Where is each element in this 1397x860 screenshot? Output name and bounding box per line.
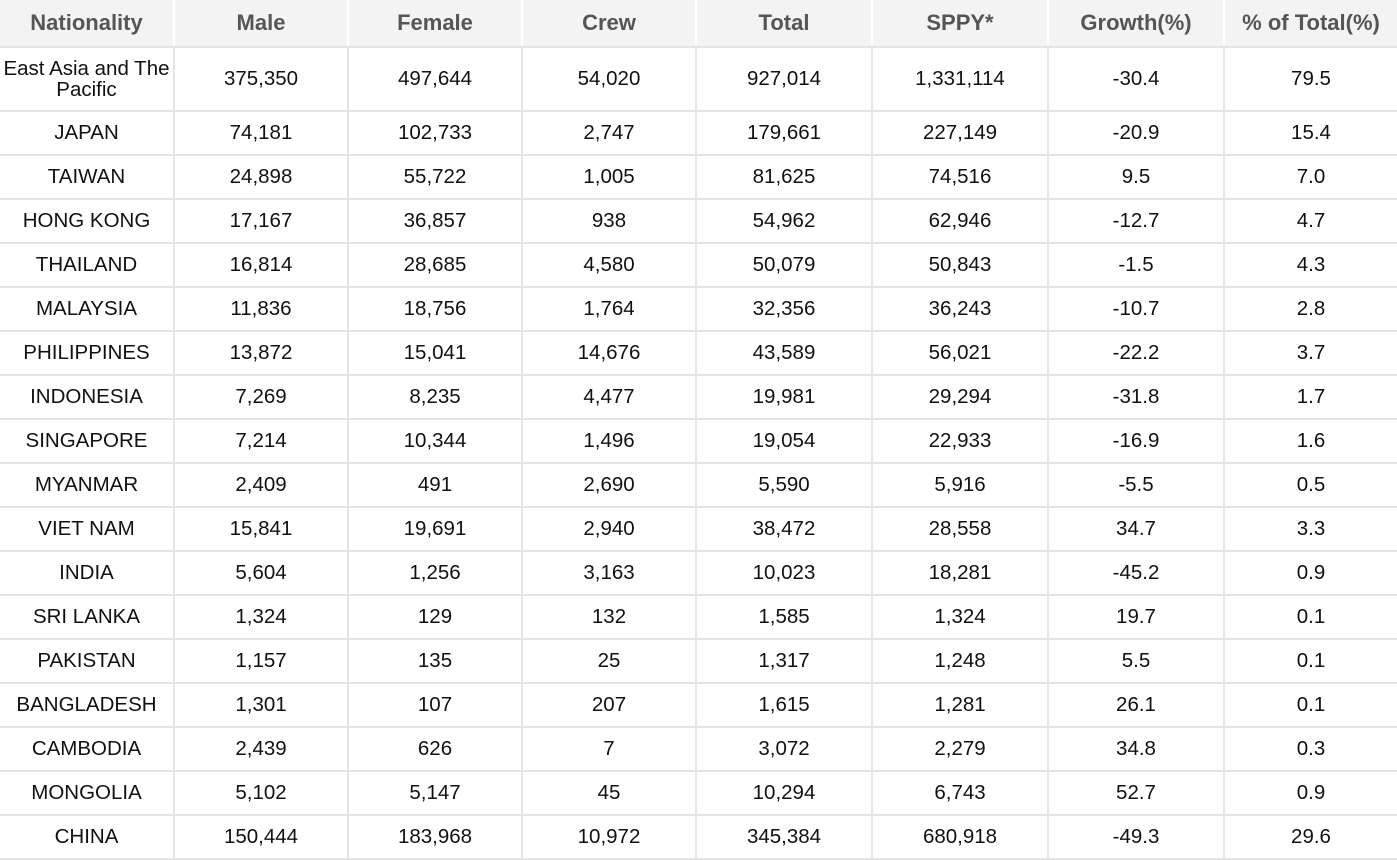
table-header [0, 0, 1397, 47]
table-row [0, 419, 1397, 463]
growth-cell: -16.9 [1048, 419, 1224, 463]
crew-cell: 1,764 [522, 287, 696, 331]
female-cell: 102,733 [348, 111, 522, 155]
sppy-cell: 50,843 [872, 243, 1048, 287]
growth-cell: -30.4 [1048, 47, 1224, 111]
nationality-cell: MONGOLIA [0, 771, 174, 815]
col-male-header[interactable]: Male [174, 0, 348, 47]
table-row [0, 331, 1397, 375]
share-cell: 4.3 [1224, 243, 1397, 287]
table-row [0, 771, 1397, 815]
female-cell: 8,235 [348, 375, 522, 419]
growth-cell: -31.8 [1048, 375, 1224, 419]
male-cell: 150,444 [174, 815, 348, 859]
share-cell: 4.7 [1224, 199, 1397, 243]
sppy-cell: 22,933 [872, 419, 1048, 463]
total-cell: 927,014 [696, 47, 872, 111]
growth-cell: 19.7 [1048, 595, 1224, 639]
table-row [0, 595, 1397, 639]
growth-cell: -1.5 [1048, 243, 1224, 287]
share-cell: 3.3 [1224, 507, 1397, 551]
crew-cell: 938 [522, 199, 696, 243]
sppy-cell: 74,516 [872, 155, 1048, 199]
nationality-cell: CHINA [0, 815, 174, 859]
female-cell: 5,147 [348, 771, 522, 815]
col-crew-header[interactable]: Crew [522, 0, 696, 47]
table-row [0, 47, 1397, 111]
total-cell: 10,294 [696, 771, 872, 815]
nationality-cell: MYANMAR [0, 463, 174, 507]
male-cell: 15,841 [174, 507, 348, 551]
sppy-cell: 680,918 [872, 815, 1048, 859]
male-cell: 375,350 [174, 47, 348, 111]
share-cell: 0.5 [1224, 463, 1397, 507]
growth-cell: 26.1 [1048, 683, 1224, 727]
table-row [0, 815, 1397, 859]
growth-cell: 34.7 [1048, 507, 1224, 551]
sppy-cell: 5,916 [872, 463, 1048, 507]
table-row [0, 155, 1397, 199]
sppy-cell: 6,743 [872, 771, 1048, 815]
male-cell: 17,167 [174, 199, 348, 243]
table-row [0, 683, 1397, 727]
table-row [0, 639, 1397, 683]
share-cell: 0.9 [1224, 551, 1397, 595]
share-cell: 0.1 [1224, 683, 1397, 727]
total-cell: 1,585 [696, 595, 872, 639]
male-cell: 1,157 [174, 639, 348, 683]
sppy-cell: 29,294 [872, 375, 1048, 419]
nationality-cell: MALAYSIA [0, 287, 174, 331]
male-cell: 2,439 [174, 727, 348, 771]
female-cell: 28,685 [348, 243, 522, 287]
share-cell: 0.1 [1224, 595, 1397, 639]
table-row [0, 111, 1397, 155]
share-cell: 2.8 [1224, 287, 1397, 331]
total-cell: 179,661 [696, 111, 872, 155]
male-cell: 5,604 [174, 551, 348, 595]
crew-cell: 4,580 [522, 243, 696, 287]
table-body [0, 47, 1397, 859]
growth-cell: 52.7 [1048, 771, 1224, 815]
total-cell: 81,625 [696, 155, 872, 199]
growth-cell: -20.9 [1048, 111, 1224, 155]
crew-cell: 4,477 [522, 375, 696, 419]
total-cell: 32,356 [696, 287, 872, 331]
nationality-cell: THAILAND [0, 243, 174, 287]
crew-cell: 7 [522, 727, 696, 771]
col-sppy-header[interactable]: SPPY* [872, 0, 1048, 47]
share-cell: 79.5 [1224, 47, 1397, 111]
nationality-cell: PAKISTAN [0, 639, 174, 683]
male-cell: 7,269 [174, 375, 348, 419]
share-cell: 3.7 [1224, 331, 1397, 375]
sppy-cell: 1,248 [872, 639, 1048, 683]
nationality-cell: JAPAN [0, 111, 174, 155]
crew-cell: 25 [522, 639, 696, 683]
male-cell: 7,214 [174, 419, 348, 463]
crew-cell: 1,005 [522, 155, 696, 199]
col-total-header[interactable]: Total [696, 0, 872, 47]
male-cell: 2,409 [174, 463, 348, 507]
female-cell: 183,968 [348, 815, 522, 859]
female-cell: 497,644 [348, 47, 522, 111]
total-cell: 1,615 [696, 683, 872, 727]
nationality-cell: HONG KONG [0, 199, 174, 243]
total-cell: 345,384 [696, 815, 872, 859]
header-row [0, 0, 1397, 47]
total-cell: 19,054 [696, 419, 872, 463]
crew-cell: 207 [522, 683, 696, 727]
crew-cell: 10,972 [522, 815, 696, 859]
table-row [0, 463, 1397, 507]
share-cell: 15.4 [1224, 111, 1397, 155]
share-cell: 1.7 [1224, 375, 1397, 419]
growth-cell: 9.5 [1048, 155, 1224, 199]
growth-cell: 34.8 [1048, 727, 1224, 771]
male-cell: 13,872 [174, 331, 348, 375]
sppy-cell: 56,021 [872, 331, 1048, 375]
col-growth-header[interactable]: Growth(%) [1048, 0, 1224, 47]
male-cell: 24,898 [174, 155, 348, 199]
table-row [0, 727, 1397, 771]
crew-cell: 2,940 [522, 507, 696, 551]
total-cell: 54,962 [696, 199, 872, 243]
nationality-cell: BANGLADESH [0, 683, 174, 727]
sppy-cell: 62,946 [872, 199, 1048, 243]
total-cell: 43,589 [696, 331, 872, 375]
sppy-cell: 1,281 [872, 683, 1048, 727]
sppy-cell: 227,149 [872, 111, 1048, 155]
sppy-cell: 28,558 [872, 507, 1048, 551]
crew-cell: 2,747 [522, 111, 696, 155]
col-nationality-header[interactable]: Nationality [0, 0, 174, 47]
crew-cell: 3,163 [522, 551, 696, 595]
share-cell: 0.9 [1224, 771, 1397, 815]
total-cell: 19,981 [696, 375, 872, 419]
col-share-header[interactable]: % of Total(%) [1224, 0, 1397, 47]
total-cell: 38,472 [696, 507, 872, 551]
female-cell: 18,756 [348, 287, 522, 331]
table-row [0, 551, 1397, 595]
total-cell: 3,072 [696, 727, 872, 771]
growth-cell: -45.2 [1048, 551, 1224, 595]
female-cell: 1,256 [348, 551, 522, 595]
female-cell: 19,691 [348, 507, 522, 551]
crew-cell: 14,676 [522, 331, 696, 375]
share-cell: 1.6 [1224, 419, 1397, 463]
growth-cell: -5.5 [1048, 463, 1224, 507]
table-row [0, 243, 1397, 287]
total-cell: 5,590 [696, 463, 872, 507]
growth-cell: -10.7 [1048, 287, 1224, 331]
male-cell: 1,324 [174, 595, 348, 639]
male-cell: 16,814 [174, 243, 348, 287]
female-cell: 129 [348, 595, 522, 639]
total-cell: 10,023 [696, 551, 872, 595]
female-cell: 10,344 [348, 419, 522, 463]
female-cell: 107 [348, 683, 522, 727]
table-row [0, 199, 1397, 243]
table-row [0, 507, 1397, 551]
male-cell: 11,836 [174, 287, 348, 331]
crew-cell: 1,496 [522, 419, 696, 463]
total-cell: 50,079 [696, 243, 872, 287]
nationality-cell: TAIWAN [0, 155, 174, 199]
female-cell: 626 [348, 727, 522, 771]
nationality-cell: PHILIPPINES [0, 331, 174, 375]
female-cell: 36,857 [348, 199, 522, 243]
sppy-cell: 2,279 [872, 727, 1048, 771]
growth-cell: -12.7 [1048, 199, 1224, 243]
nationality-cell: INDIA [0, 551, 174, 595]
crew-cell: 54,020 [522, 47, 696, 111]
nationality-cell: VIET NAM [0, 507, 174, 551]
male-cell: 5,102 [174, 771, 348, 815]
female-cell: 491 [348, 463, 522, 507]
total-cell: 1,317 [696, 639, 872, 683]
crew-cell: 132 [522, 595, 696, 639]
table-row [0, 287, 1397, 331]
sppy-cell: 1,331,114 [872, 47, 1048, 111]
female-cell: 135 [348, 639, 522, 683]
crew-cell: 2,690 [522, 463, 696, 507]
nationality-cell: SRI LANKA [0, 595, 174, 639]
growth-cell: 5.5 [1048, 639, 1224, 683]
share-cell: 7.0 [1224, 155, 1397, 199]
sppy-cell: 36,243 [872, 287, 1048, 331]
sppy-cell: 1,324 [872, 595, 1048, 639]
col-female-header[interactable]: Female [348, 0, 522, 47]
sppy-cell: 18,281 [872, 551, 1048, 595]
share-cell: 29.6 [1224, 815, 1397, 859]
nationality-cell: CAMBODIA [0, 727, 174, 771]
table-row [0, 375, 1397, 419]
share-cell: 0.3 [1224, 727, 1397, 771]
male-cell: 1,301 [174, 683, 348, 727]
nationality-cell: East Asia and The Pacific [0, 47, 174, 111]
nationality-cell: SINGAPORE [0, 419, 174, 463]
nationality-cell: INDONESIA [0, 375, 174, 419]
growth-cell: -22.2 [1048, 331, 1224, 375]
female-cell: 55,722 [348, 155, 522, 199]
growth-cell: -49.3 [1048, 815, 1224, 859]
share-cell: 0.1 [1224, 639, 1397, 683]
female-cell: 15,041 [348, 331, 522, 375]
crew-cell: 45 [522, 771, 696, 815]
male-cell: 74,181 [174, 111, 348, 155]
